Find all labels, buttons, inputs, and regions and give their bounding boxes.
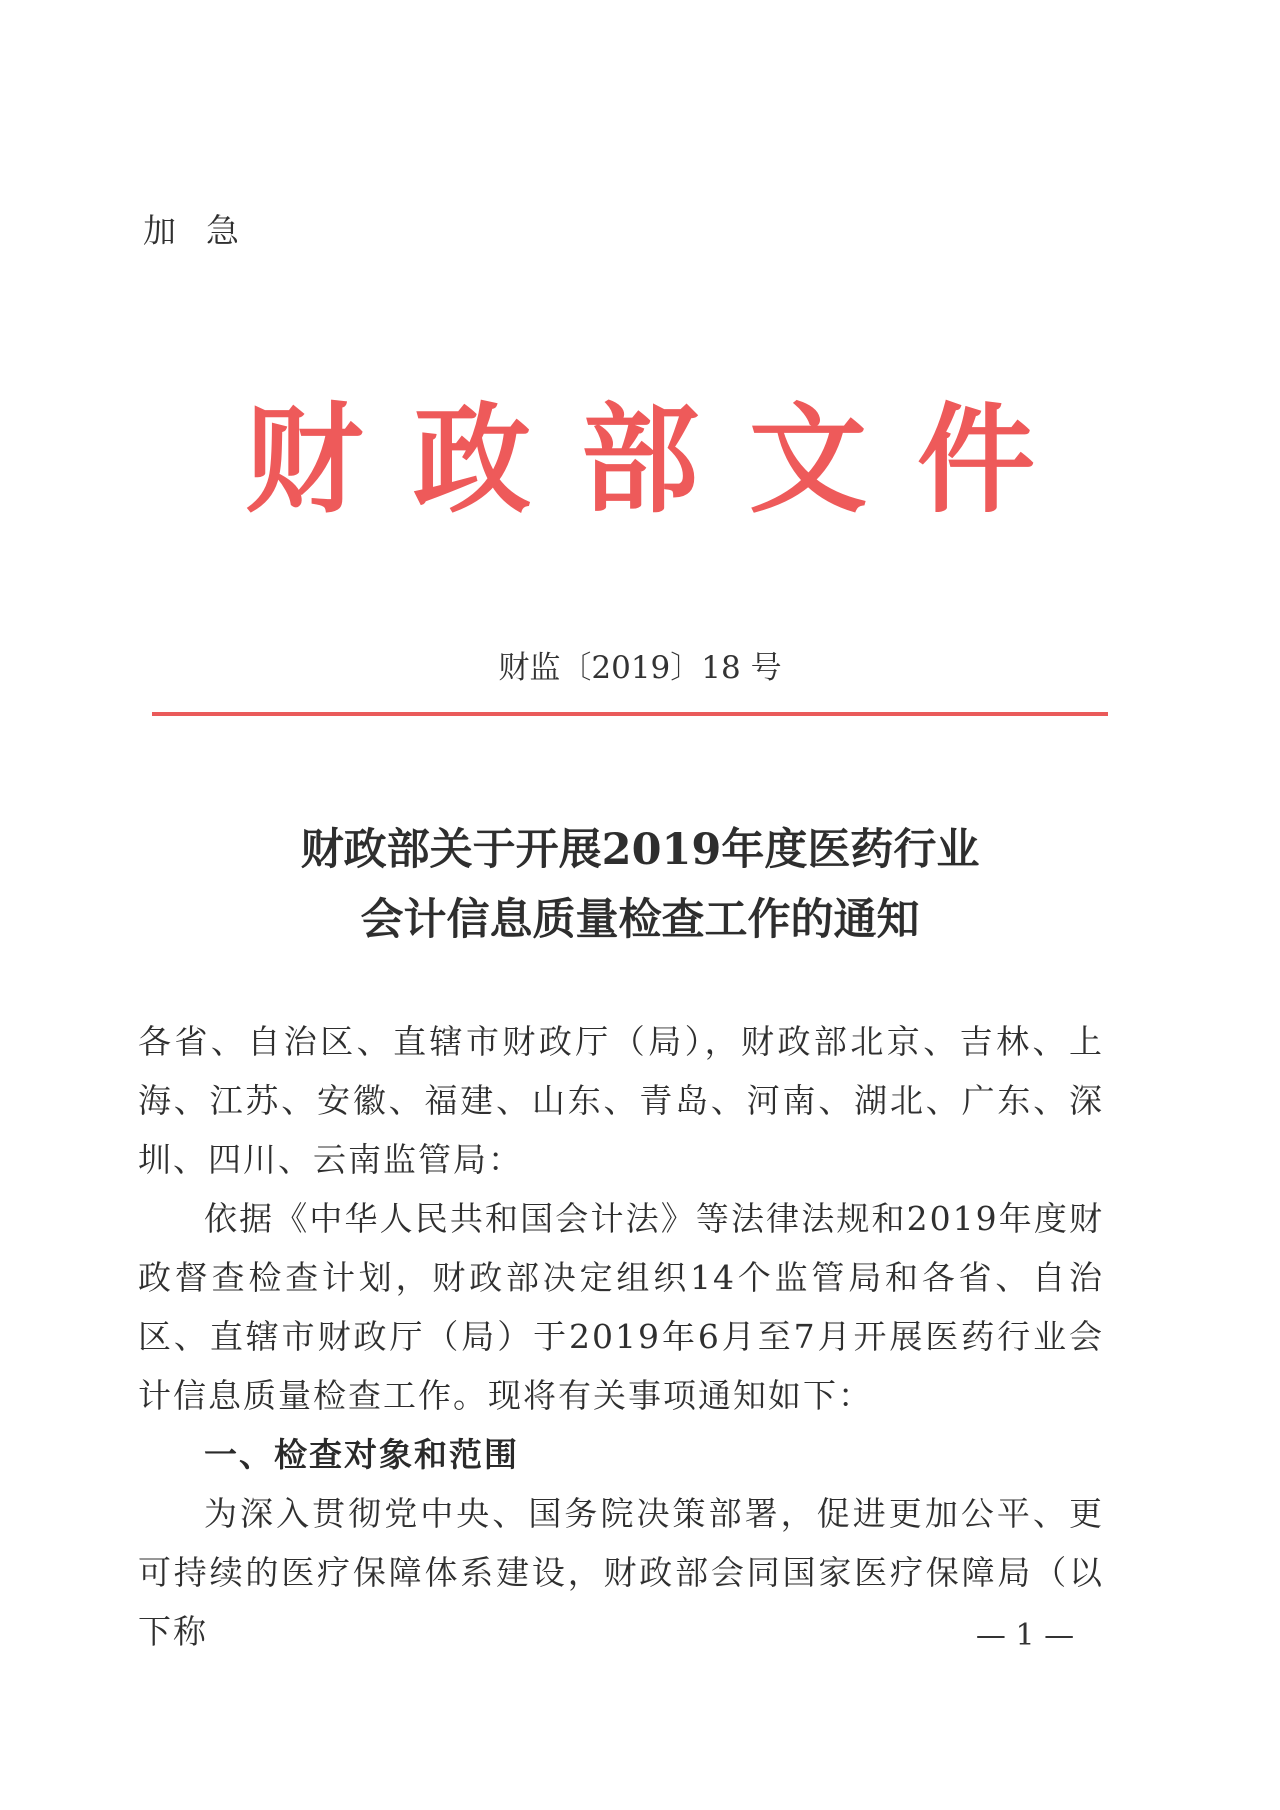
body-paragraph-1: 依据《中华人民共和国会计法》等法律法规和2019年度财政督查检查计划，财政部决定组织14个监管局和各省、自治区、直辖市财政厅（局）于2019年6月至7月开展医药行业会计信息质量检查工作。现将有关事项通知如下： (138, 1199, 1104, 1415)
document-number: 财监〔2019〕18 号 (498, 650, 782, 686)
urgency-label: 加急 (143, 211, 269, 250)
red-divider-line (152, 712, 1108, 716)
document-body (138, 1012, 1104, 1661)
document-title (0, 815, 1280, 955)
section-heading-1: 一、检查对象和范围 (204, 1435, 519, 1474)
salutation-paragraph: 各省、自治区、直辖市财政厅（局），财政部北京、吉林、上海、江苏、安徽、福建、山东、青岛、河南、湖北、广东、深圳、四川、云南监管局： (138, 1022, 1104, 1179)
title-line-2: 会计信息质量检查工作的通知 (360, 895, 920, 945)
page-number: — 1 — (975, 1618, 1075, 1653)
document-masthead: 财政部文件 (244, 390, 1085, 529)
title-line-1: 财政部关于开展2019年度医药行业 (300, 825, 980, 875)
body-paragraph-2: 为深入贯彻党中央、国务院决策部署，促进更加公平、更可持续的医疗保障体系建设，财政部会同国家医疗保障局（以下称 (138, 1494, 1104, 1651)
